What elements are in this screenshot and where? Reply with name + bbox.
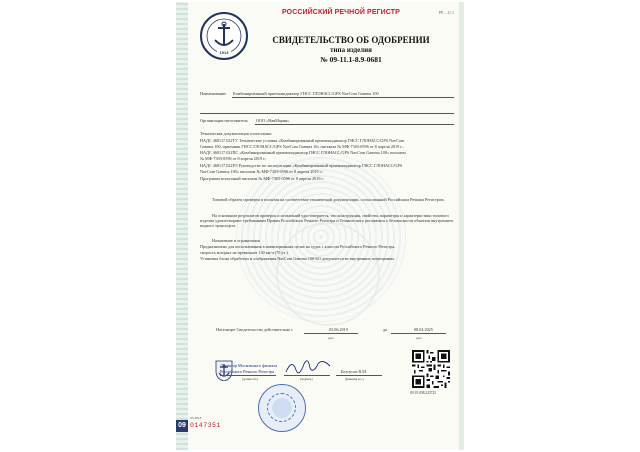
purpose-line: Установка блока обработки и отображения NavCom Gamma 100-БО допускается во внутренних помещениях. bbox=[200, 256, 396, 261]
valid-to-underline bbox=[391, 333, 446, 334]
qr-code-number: 09.19.038.223725 bbox=[410, 391, 437, 395]
maker-value: ООО «НавМарин» bbox=[256, 118, 290, 123]
valid-from-underline bbox=[304, 333, 358, 334]
seal-year: 1913 bbox=[219, 50, 229, 55]
signer-position-1: Директор Московского филиала bbox=[220, 363, 278, 368]
certificate-title: СВИДЕТЕЛЬСТВО ОБ ОДОБРЕНИИ bbox=[272, 35, 430, 45]
valid-to-label: до bbox=[383, 327, 388, 332]
form-code: РР—11.1 bbox=[438, 10, 454, 15]
register-seal-icon bbox=[200, 12, 248, 60]
valid-to-date: 08.04.2025 bbox=[414, 327, 433, 332]
certificate-number: № 09-11.1-8.9-0681 bbox=[320, 55, 382, 64]
position-caption: (должность) bbox=[242, 377, 258, 381]
maker-underline bbox=[255, 124, 454, 125]
signer-position-2: Российского Речного Регистра bbox=[220, 369, 275, 374]
valid-from-date: 03.06.2019 bbox=[329, 327, 348, 332]
paragraph-tested: Типовой образец проверен и испытан на соответствие технической документации, согласованной Российским Речным Регистром. bbox=[212, 197, 445, 202]
docs-line: NavCom Gamma 100» письмом № МФ-7303-0596 от 8 апреля 2019 г.; bbox=[200, 169, 324, 174]
serial-number: 0147351 bbox=[190, 422, 221, 429]
signer-name-caption: (фамилия и.о.) bbox=[345, 377, 364, 381]
form-date: 03.2018 bbox=[190, 416, 202, 420]
purpose-heading: Назначение и ограничения bbox=[212, 238, 260, 243]
docs-line: Gamma 100, приемник ГНСС ГЛОНАСС/GPS NavCom Gamma 10» письмом № МФ-7303-0596 от 8 апреля 2019 г.; bbox=[200, 144, 404, 149]
org-header: РОССИЙСКИЙ РЕЧНОЙ РЕГИСТР bbox=[282, 9, 400, 16]
docs-line: № МФ-7303-0596 от 8 апреля 2019 г.; bbox=[200, 156, 267, 161]
docs-heading: Техническая документация согласована: bbox=[200, 131, 273, 136]
maker-label: Организация-изготовитель bbox=[200, 118, 248, 123]
signature-caption: (подпись) bbox=[300, 377, 313, 381]
qr-code-icon bbox=[412, 350, 450, 388]
name-value: Комбинированный приемоиндикатор ГНСС ГЛОНАСС/GPS NavCom Gamma 100 bbox=[233, 91, 379, 96]
docs-line: НАДС 468117.022ТУ Технические условия «Комбинированный приемоиндикатор ГНСС ГЛОНАСС/GPS NavCom bbox=[200, 138, 405, 143]
name-underline bbox=[232, 97, 454, 98]
valid-to-caption: дата bbox=[416, 336, 422, 340]
position-underline bbox=[220, 375, 276, 376]
signature-underline bbox=[284, 375, 330, 376]
name-underline-2 bbox=[200, 113, 454, 114]
certificate-page bbox=[176, 2, 464, 450]
official-round-stamp bbox=[258, 384, 306, 432]
validity-label: Настоящее Свидетельство действительно с bbox=[216, 327, 293, 332]
right-border bbox=[459, 2, 464, 450]
signer-name: Белоусов В.М. bbox=[341, 369, 367, 374]
page-badge: 09 bbox=[176, 420, 188, 432]
background-guilloche-inner bbox=[276, 222, 380, 326]
paragraph-certified: На основании результатов проверок и испытаний удостоверяется, что конструкция, свойства, параметры и характеристики типового изделия удовлетворяют требованиям Правил Российского Речного Регистра и Технического регламента о безопасности объектов внутреннего водного транспорта. bbox=[200, 213, 454, 229]
name-label: Наименование bbox=[200, 91, 227, 96]
name-underline-sign bbox=[336, 375, 382, 376]
docs-line: НАДС 468117.022ПС «Комбинированный приемоиндикатор ГНСС ГЛОНАСС/GPS NavCom Gamma 100» письмом bbox=[200, 150, 406, 155]
purpose-line: скорость которых не превышает 130 км/ч (70 уз.) bbox=[200, 250, 288, 255]
left-border-pattern bbox=[176, 2, 188, 450]
signature-scribble bbox=[284, 358, 332, 376]
valid-from-caption: дата bbox=[328, 336, 334, 340]
certificate-subtitle: типа изделия bbox=[330, 46, 372, 54]
docs-line: Программа испытаний письмом № МФ-7303-0596 от 8 апреля 2019 г. bbox=[200, 176, 324, 181]
docs-line: НАДС 468117.022РЭ Руководство по эксплуатации «Комбинированный приемоиндикатор ГНСС ГЛОНАСС/GPS bbox=[200, 163, 403, 168]
purpose-line: Предназначено для использования в навигационных целях на судах с классом Российского Речного Регистра, bbox=[200, 244, 396, 249]
